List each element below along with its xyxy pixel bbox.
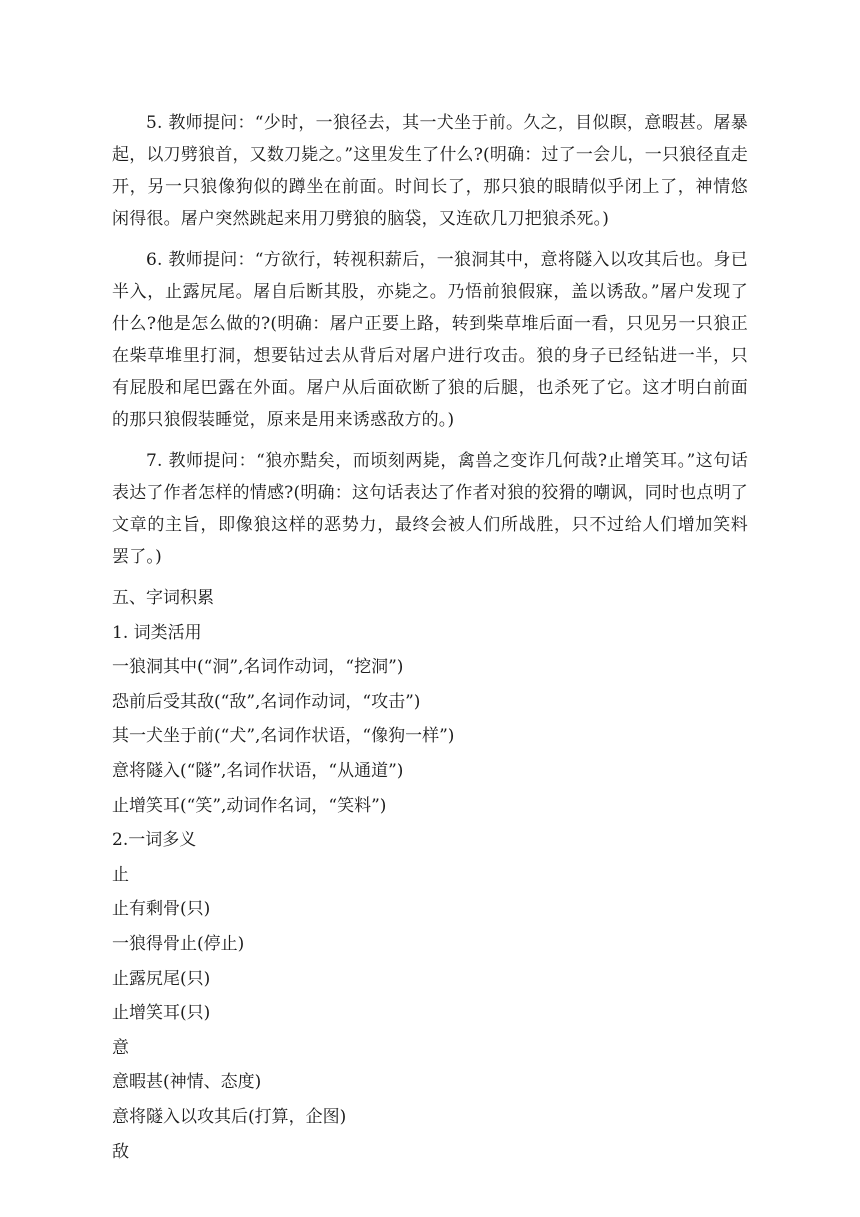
subsection-heading: 2.一词多义 <box>112 830 197 851</box>
question-6-paragraph: 6. 教师提问：“方欲行，转视积薪后，一狼洞其中，意将隧入以攻其后也。身已半入，止露尻尾。屠自后断其股，亦毙之。乃悟前狼假寐，盖以诱敌。”屠户发现了什么?他是怎么做的?(明确：屠户正要上路，转到柴草堆后面一看，只见另一只狼正在柴草堆里打洞，想要钻过去从背后对屠户进行攻击。狼的身子已经钻进一半，只有屁股和尾巴露在外面。屠户从后面砍断了狼的后腿，也杀死了它。这才明白前面的那只狼假装睡觉，原来是用来诱惑敌方的。) <box>112 250 748 430</box>
list-item: 意将隧入以攻其后(打算，企图) <box>112 1106 347 1127</box>
section-heading: 五、字词积累 <box>112 588 214 608</box>
question-5-paragraph: 5. 教师提问：“少时，一狼径去，其一犬坐于前。久之，目似瞑，意暇甚。屠暴起，以刀劈狼首，又数刀毙之。”这里发生了什么?(明确：过了一会儿，一只狼径直走开，另一只狼像狗似的蹲坐在前面。时间长了，那只狼的眼睛似乎闭上了，神情悠闲得很。屠户突然跳起来用刀劈狼的脑袋，又连砍几刀把狼杀死。) <box>112 113 748 229</box>
list-item: 止露尻尾(只) <box>112 968 211 989</box>
subsection-heading: 1. 词类活用 <box>112 622 202 643</box>
term-heading: 意 <box>112 1037 129 1058</box>
question-7-paragraph: 7. 教师提问：“狼亦黠矣，而顷刻两毙，禽兽之变诈几何哉?止增笑耳。”这句话表达了作者怎样的情感?(明确：这句话表达了作者对狼的狡猾的嘲讽，同时也点明了文章的主旨，即像狼这样的恶势力，最终会被人们所战胜，只不过给人们增加笑料罢了。) <box>112 451 748 567</box>
list-item: 恐前后受其敌(“敌”,名词作动词，“攻击”) <box>112 691 421 712</box>
term-heading: 敌 <box>112 1141 129 1162</box>
list-item: 止增笑耳(只) <box>112 1003 211 1024</box>
vocabulary-section <box>112 585 748 1173</box>
list-item: 止有剩骨(只) <box>112 899 211 920</box>
list-item: 一狼洞其中(“洞”,名词作动词，“挖洞”) <box>112 657 404 678</box>
document-page <box>112 107 748 1173</box>
list-item: 其一犬坐于前(“犬”,名词作状语，“像狗一样”) <box>112 726 455 747</box>
list-item: 一狼得骨止(停止) <box>112 933 245 954</box>
list-item: 意暇甚(神情、态度) <box>112 1072 262 1093</box>
list-item: 意将隧入(“隧”,名词作状语，“从通道”) <box>112 760 404 781</box>
list-item: 止增笑耳(“笑”,动词作名词，“笑料”) <box>112 795 387 816</box>
term-heading: 止 <box>112 864 129 885</box>
